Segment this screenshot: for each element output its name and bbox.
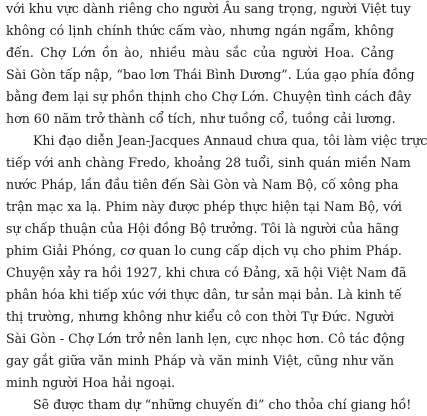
paragraph-2-line-11: gay gắt giữa văn minh Pháp và văn minh Việt, cũng như văn [6,353,394,368]
paragraph-2-line-4: trận mạc xa lạ. Phim này được phép thực hiện tại Nam Bộ, với [6,199,402,214]
paragraph-2-line-12: minh người Hoa hải ngoại. [6,375,176,390]
paragraph-2-line-6: phim Giải Phóng, cơ quan lo cung cấp dịch vụ cho phim Pháp. [6,243,402,258]
paragraph-1-line-5: bằng đem lại sự phồn thịnh cho Chợ Lớn. Chuyện tình cách đây [6,89,412,104]
paragraph-2-line-7: Chuyện xảy ra hồi 1927, khi chưa có Đảng, xã hội Việt Nam đã [6,265,407,280]
paragraph-2-line-9: thị trường, nhưng không như kiểu cô con thời Tự Đức. Người [6,309,394,324]
paragraph-1-line-1: với khu vực dành riêng cho người Âu sang trọng, người Việt tuy [6,1,411,16]
paragraph-2-line-3: nước Pháp, lần đầu tiên đến Sài Gòn và Nam Bộ, cố xông pha [6,177,399,192]
paragraph-1-line-4: Sài Gòn tấp nập, “bao lơn Thái Bình Dương”. Lúa gạo phía đồng [6,67,415,82]
paragraph-3-line-1: Sẽ được tham dự “những chuyến đi” cho thỏa chí giang hồ! [33,397,412,412]
paragraph-2-line-8: phân hóa khi tiếp xúc với thực dân, tư sản mại bản. Là kinh tế [6,287,402,302]
paragraph-1-line-2: không có lịnh chính thức cấm vào, nhưng ngán ngẩm, không [6,23,394,38]
paragraph-2-line-10: Sài Gòn - Chợ Lớn trở nên lanh lẹn, cực nhọc hơn. Cô tác động [6,331,405,346]
paragraph-1-line-3: đến. Chợ Lớn ồn ào, nhiều màu sắc của người Hoa. Cảng [6,45,394,60]
paragraph-2-line-5: sự chấp thuận của Hội đồng Bộ trưởng. Tôi là người của hãng [6,221,399,236]
paragraph-2-line-2: tiếp với anh chàng Fredo, khoảng 28 tuổi, sinh quán miền Nam [6,155,411,170]
paragraph-1-line-6: hơn 60 năm trở thành cổ tích, như tuồng cổ, tuồng cải lương. [6,111,396,126]
paragraph-2-line-1: Khi đạo diễn Jean-Jacques Annaud chưa qua, tôi làm việc trực [33,133,427,148]
